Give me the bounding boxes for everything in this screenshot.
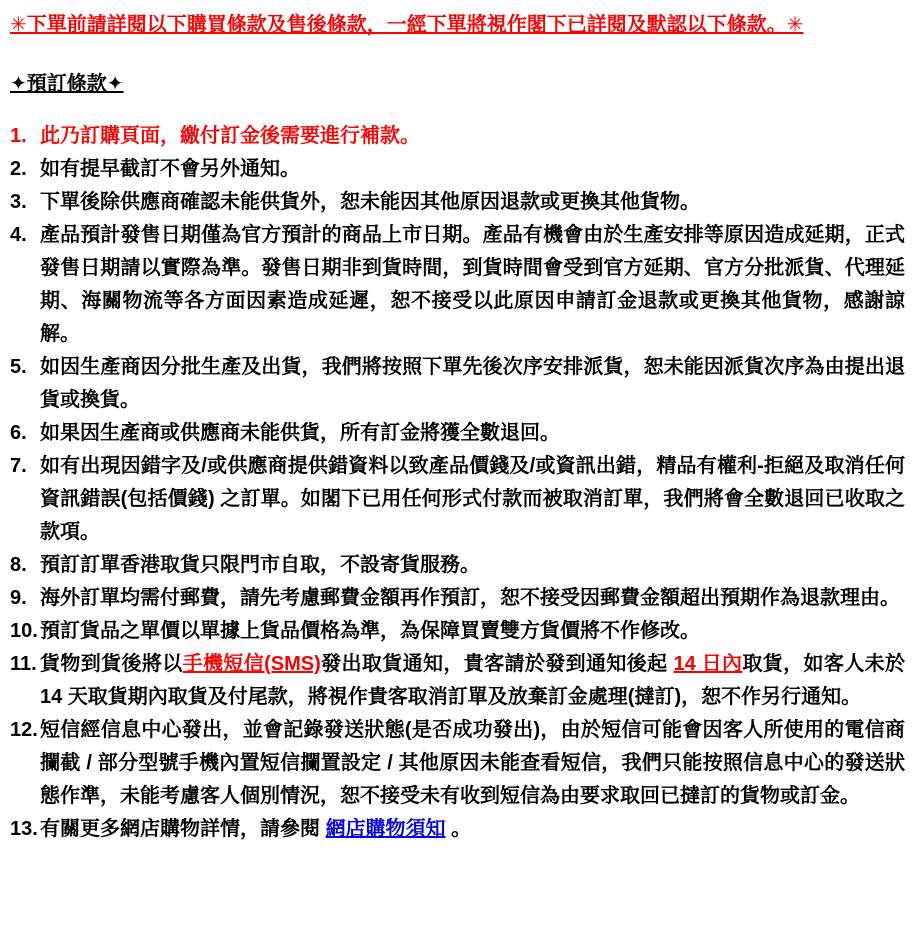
notice-title: ✳下單前請詳閱以下購買條款及售後條款，一經下單將視作閣下已詳閱及默認以下條款。✳ [10,14,804,36]
term-text [40,450,905,549]
term-item [10,186,905,219]
term-item [10,219,905,351]
term-number: 2. [10,158,27,180]
term-number: 1. [10,125,27,147]
term-text [40,417,905,450]
sms-notice-emphasis: 手機短信(SMS) [182,653,321,675]
term-segment: 產品預計發售日期僅為官方預計的商品上市日期。產品有機會由於生產安排等原因造成延期，正式發售日期請以實際為準。發售日期非到貨時間，到貨時間會受到官方延期、官方分批派貨、代理延期、海關物流等各方面因素造成延遲，恕不接受以此原因申請訂金退款或更換其他貨物，感謝諒解。 [40,224,905,345]
term-segment: 取貨，如客人未於14 天取貨期內取貨及付尾款，將視作貴客取消訂單及放棄訂金處理(撻訂)，恕不作另行通知。 [40,653,906,708]
term-item [10,120,905,153]
term-segment: 預訂訂單香港取貨只限門市自取，不設寄貨服務。 [40,554,480,576]
shop-guide-link[interactable]: 網店購物須知 [325,818,446,840]
term-item [10,153,905,186]
term-number: 8. [10,554,27,576]
term-segment: 如因生產商因分批生產及出貨，我們將按照下單先後次序安排派貨，恕未能因派貨次序為由提出退貨或換貨。 [40,356,905,411]
term-segment: 發出取貨通知，貴客請於發到通知後起 [320,653,674,675]
term-segment: 有關更多網店購物詳情，請參閱 [40,818,326,840]
terms-list [10,120,905,846]
term-item [10,648,905,714]
term-segment: 如有出現因錯字及/或供應商提供錯資料以致產品價錢及/或資訊出錯，精品有權利-拒絕及取消任何資訊錯誤(包括價錢) 之訂單。如閣下已用任何形式付款而被取消訂單，我們將會全數退回已收取之款項。 [40,455,905,543]
term-number: 4. [10,224,27,246]
term-number: 9. [10,587,27,609]
term-segment: 如果因生產商或供應商未能供貨，所有訂金將獲全數退回。 [40,422,560,444]
term-text [40,120,905,153]
term-number: 7. [10,455,27,477]
term-segment: 此乃訂購頁面，繳付訂金後需要進行補款。 [40,125,420,147]
term-item [10,714,905,813]
term-text [40,813,905,846]
term-segment: 貨物到貨後將以 [40,653,183,675]
term-number: 11. [10,653,37,675]
term-text [40,648,905,714]
term-text [40,153,905,186]
term-item [10,417,905,450]
term-number: 6. [10,422,27,444]
term-number: 10. [10,620,38,642]
term-text [40,714,905,813]
pickup-deadline-emphasis: 14 日內 [673,653,743,675]
term-segment: 。 [445,818,472,840]
term-item [10,582,905,615]
term-item [10,549,905,582]
term-number: 3. [10,191,27,213]
preorder-terms-header: ✦預訂條款✦ [10,73,124,95]
term-segment: 海外訂單均需付郵費，請先考慮郵費金額再作預訂，恕不接受因郵費金額超出預期作為退款理由。 [40,587,900,609]
term-number: 12. [10,719,38,741]
term-segment: 短信經信息中心發出，並會記錄發送狀態(是否成功發出)，由於短信可能會因客人所使用的電信商攔截 / 部分型號手機內置短信攔置設定 / 其他原因未能查看短信，我們只能按照信息中心的發送狀態作準，未能考慮客人個別情況，恕不接受未有收到短信為由要求取回已撻訂的貨物或訂金。 [40,719,905,807]
term-segment: 下單後除供應商確認未能供貨外，恕未能因其他原因退款或更換其他貨物。 [40,191,700,213]
term-item [10,450,905,549]
term-text [40,219,905,351]
term-text [40,582,905,615]
term-text [40,186,905,219]
term-text [40,351,905,417]
term-number: 13. [10,818,38,840]
term-segment: 如有提早截訂不會另外通知。 [40,158,300,180]
term-text [40,615,905,648]
term-text [40,549,905,582]
term-segment: 預訂貨品之單價以單據上貨品價格為準，為保障買賣雙方貨價將不作修改。 [40,620,700,642]
term-item [10,351,905,417]
term-item [10,615,905,648]
term-item [10,813,905,846]
term-number: 5. [10,356,27,378]
